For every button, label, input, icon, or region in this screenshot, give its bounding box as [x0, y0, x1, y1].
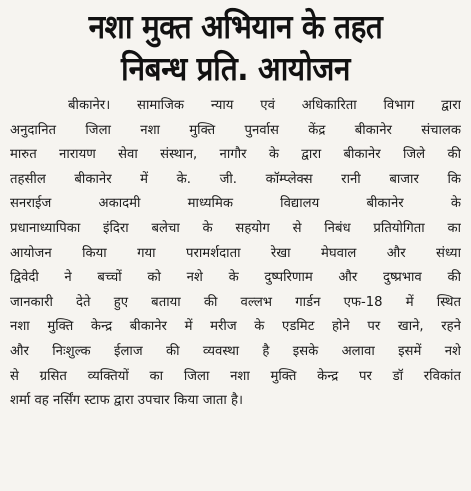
body-line-6: प्रधानाध्यापिका इंदिरा बलेचा के सहयोग से निबंध प्रतियोगिता का [10, 220, 461, 236]
headline-line-1: नशा मुक्त अभियान के तहत [88, 7, 383, 46]
body-line-8: द्विवेदी ने बच्चों को नशे के दुष्परिणाम और दुष्प्रभाव की [10, 270, 461, 286]
headline-line-2: निबन्ध प्रति. आयोजन [120, 49, 351, 88]
body-line-2: अनुदानित जिला नशा मुक्ति पुनर्वास केंद्र बीकानेर संचालक [10, 122, 461, 138]
body-line-5: सनराईज अकादमी माध्यमिक विद्यालय बीकानेर के [10, 196, 461, 212]
body-line-3: मारुत नारायण सेवा संस्थान, नागौर के द्वारा बीकानेर जिले की [10, 147, 461, 163]
article-body [10, 94, 461, 414]
body-line-4: तहसील बीकानेर में के. जी. कॉम्प्लेक्स रानी बाजार कि [10, 171, 461, 187]
headline [10, 6, 461, 90]
body-line-7: आयोजन किया गया परामर्शदाता रेखा मेघवाल और संध्या [10, 245, 461, 261]
body-line-13: शर्मा वह नर्सिंग स्टाफ द्वारा उपचार किया जाता है। [10, 393, 244, 409]
body-line-1: बीकानेर। सामाजिक न्याय एवं अधिकारिता विभाग द्वारा [68, 98, 461, 113]
body-line-10: नशा मुक्ति केन्द्र बीकानेर में मरीज के एडमिट होने पर खाने, रहने [10, 319, 461, 335]
body-line-9: जानकारी देते हुए बताया की वल्लभ गार्डन एफ-18 में स्थित [10, 294, 461, 310]
body-line-12: से ग्रसित व्यक्तियों का जिला नशा मुक्ति केन्द्र पर डॉ रविकांत [10, 368, 461, 384]
body-line-11: और निःशुल्क ईलाज की व्यवस्था है इसके अलावा इसमें नशे [10, 343, 461, 359]
